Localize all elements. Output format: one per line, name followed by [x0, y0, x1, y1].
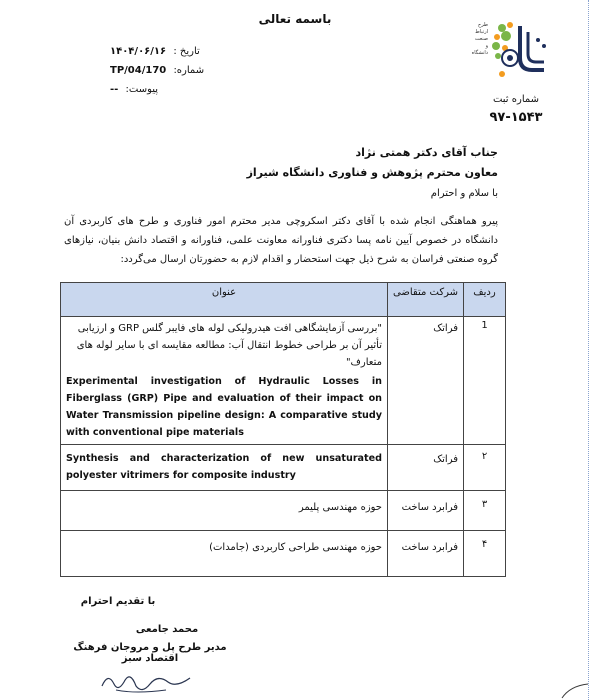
recipient-name: جناب آقای دکتر همتی نژاد: [355, 146, 498, 159]
table-row: [61, 491, 506, 531]
header-title: عنوان: [61, 283, 388, 317]
row-company: فراتک: [388, 317, 464, 445]
row-company: فراتک: [388, 445, 464, 491]
table-row: [61, 445, 506, 491]
row-title-fa: "بررسی آزمایشگاهی افت هیدرولیکی لوله های فایبر گلس GRP و ارزیابی تأثیر آن بر طراحی خطوط انتقال آب: مطالعه مقایسه ای با سایر لوله های متعارف": [76, 323, 382, 368]
row-title-fa: حوزه مهندسی طراحی کاربردی (جامدات): [61, 531, 388, 577]
row-company: فرابرد ساخت: [388, 491, 464, 531]
table-header-row: [61, 283, 506, 317]
closing-phrase: با تقدیم احترام: [80, 596, 156, 607]
recipient-title: معاون محترم پژوهش و فناوری دانشگاه شیراز: [246, 166, 498, 179]
registration-number: ۹۷-۱۵۴۳: [489, 110, 543, 125]
organization-logo: [488, 18, 550, 86]
row-num: ۲: [464, 445, 506, 491]
row-title: [61, 317, 388, 445]
table-row: [61, 317, 506, 445]
row-num: 1: [464, 317, 506, 445]
table-row: [61, 531, 506, 577]
signatory-name: محمد جامعی: [135, 624, 199, 635]
logo-text-line: و دانشگاه: [471, 43, 488, 56]
requests-table: [60, 282, 506, 577]
row-title-en: Synthesis and characterization of new unsaturated polyester vitrimers for composite industry: [66, 453, 382, 481]
signatory-title: مدیر طرح پل و مروجان فرهنگ اقتصاد سبز: [73, 642, 227, 664]
handwritten-signature: [96, 664, 196, 696]
header-company: شرکت متقاضی: [388, 283, 464, 317]
logo-text-line: ارتباط صنعت: [474, 29, 488, 42]
date-line: [110, 46, 200, 57]
number-value: TP/04/170: [110, 65, 167, 76]
date-label: تاریخ :: [173, 46, 200, 57]
letter-body: پیرو هماهنگی انجام شده با آقای دکتر اسکروچی مدیر محترم امور فناوری و طرح های کاربردی آن دانشگاه در خصوص آیین نامه پسا دکتری فناورانه معاونت علمی، فناورانه و اقتصاد دانش بنیان، نیازهای گروه صنعتی فراسان به شرح ذیل جهت استحضار و اقدام لازم به حضورتان ارسال می‌گردد:: [64, 216, 498, 265]
registration-label: شماره ثبت: [492, 94, 540, 105]
row-title-en: Experimental investigation of Hydraulic Losses in Fiberglass (GRP) Pipe and evaluation of their impact on Water Transmission pipeline design: A comparative study with conventional pipe materials: [66, 376, 382, 438]
letter-heading: باسمه تعالی: [258, 12, 332, 26]
number-label: شماره:: [173, 65, 205, 76]
number-line: [110, 65, 204, 76]
margin-rule: [588, 0, 589, 700]
header-num: ردیف: [464, 283, 506, 317]
row-title: [61, 445, 388, 491]
corner-mark: [560, 682, 590, 700]
attachment-line: [110, 84, 158, 95]
logo-text-line: طرح: [478, 22, 488, 28]
date-value: ۱۴۰۴/۰۶/۱۶: [110, 46, 167, 57]
attachment-label: پیوست:: [125, 84, 159, 95]
row-company: فرابرد ساخت: [388, 531, 464, 577]
row-title-fa: حوزه مهندسی پلیمر: [61, 491, 388, 531]
greeting: با سلام و احترام: [430, 188, 498, 199]
row-num: ۴: [464, 531, 506, 577]
logo-text: [470, 22, 488, 57]
row-num: ۳: [464, 491, 506, 531]
attachment-value: --: [110, 84, 119, 95]
